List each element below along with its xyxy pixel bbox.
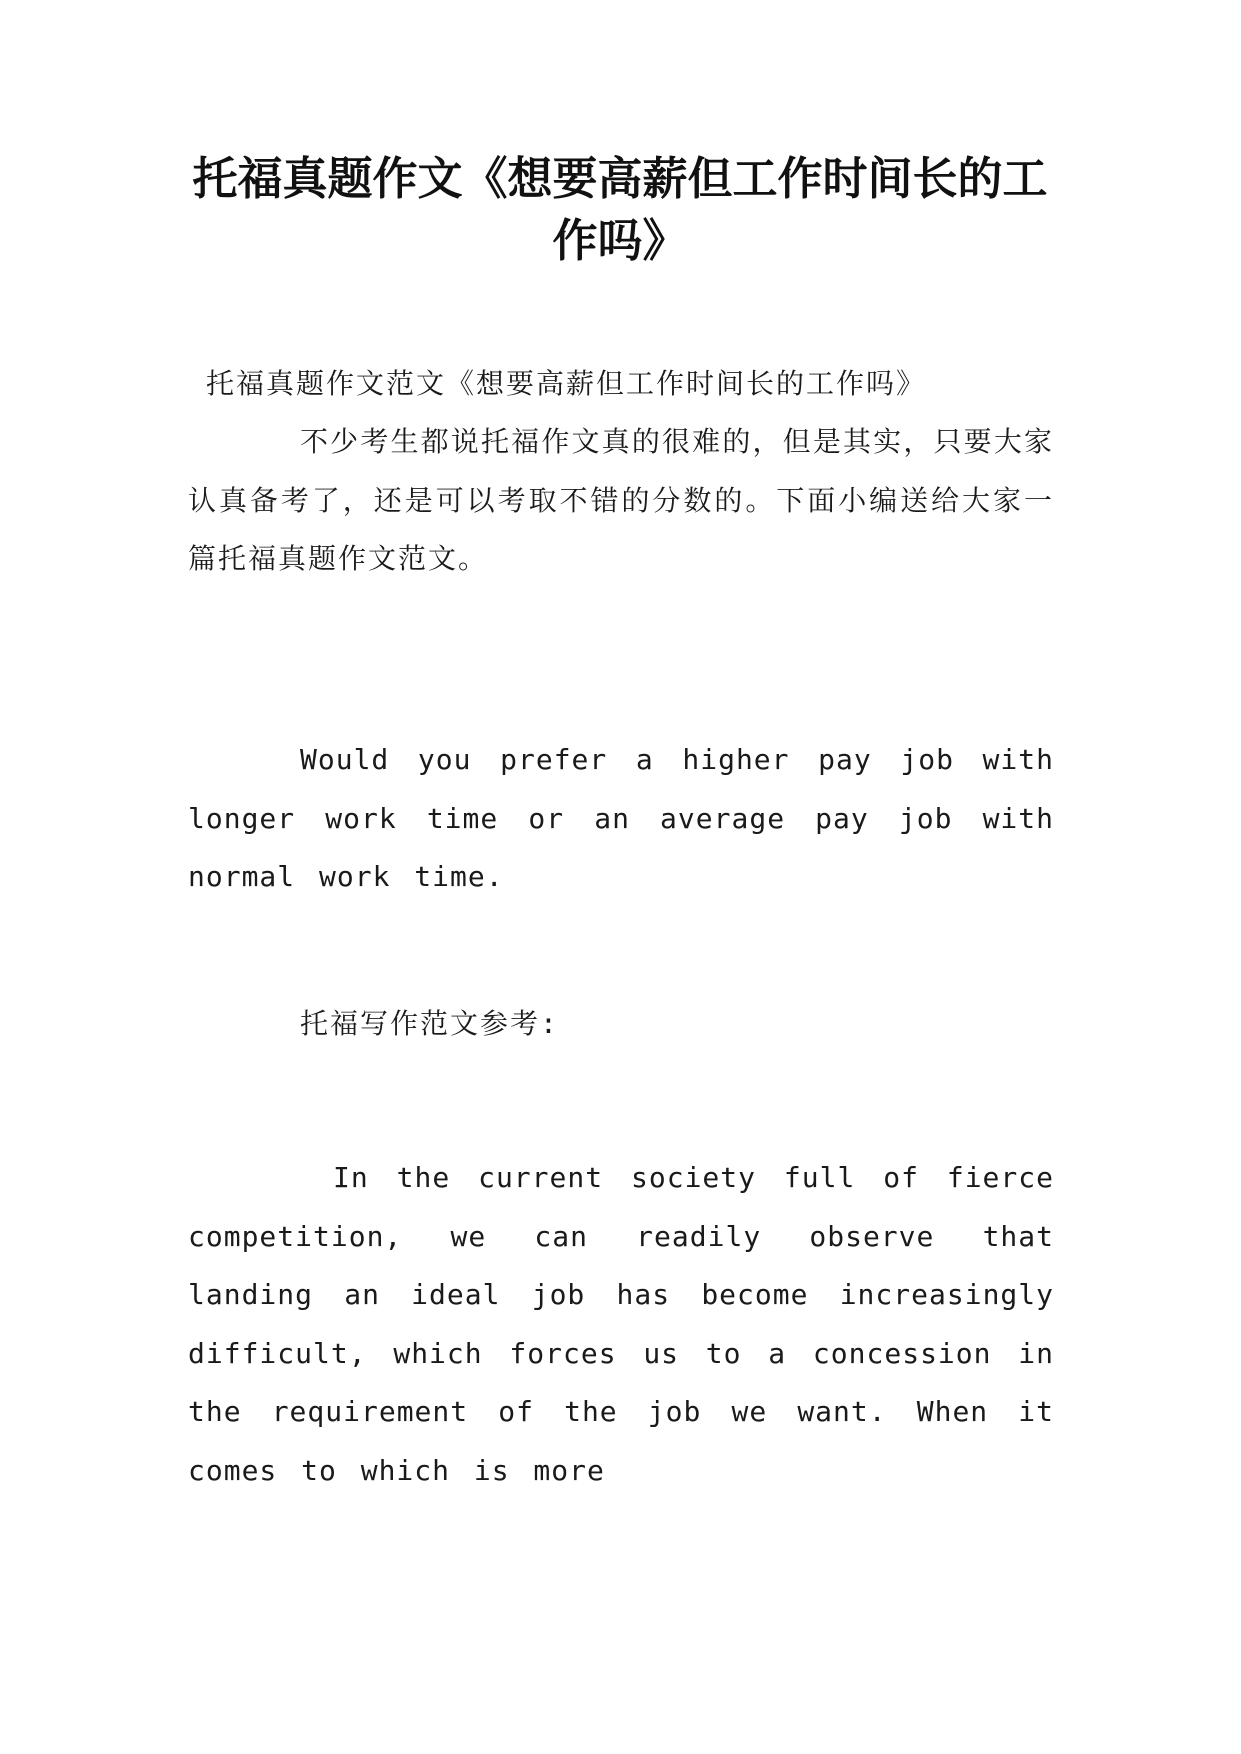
document-title: 托福真题作文《想要高薪但工作时间长的工作吗》 [192, 152, 1048, 267]
document-subtitle: 托福真题作文范文《想要高薪但工作时间长的工作吗》 [206, 367, 927, 400]
intro-paragraph: 不少考生都说托福作文真的很难的，但是其实，只要大家认真备考了，还是可以考取不错的分数的。下面小编送给大家一篇托福真题作文范文。 [188, 425, 1054, 575]
sample-essay-heading: 托福写作范文参考: [300, 1007, 559, 1040]
essay-question: Would you prefer a higher pay job with longer work time or an average pay job with normal work time. [188, 743, 1054, 893]
essay-body-paragraph: In the current society full of fierce competition, we can readily observe that landing an ideal job has become increasingly difficult, which forces us to a concession in the requirement of the job we want. When it comes to which is more [188, 1161, 1054, 1487]
